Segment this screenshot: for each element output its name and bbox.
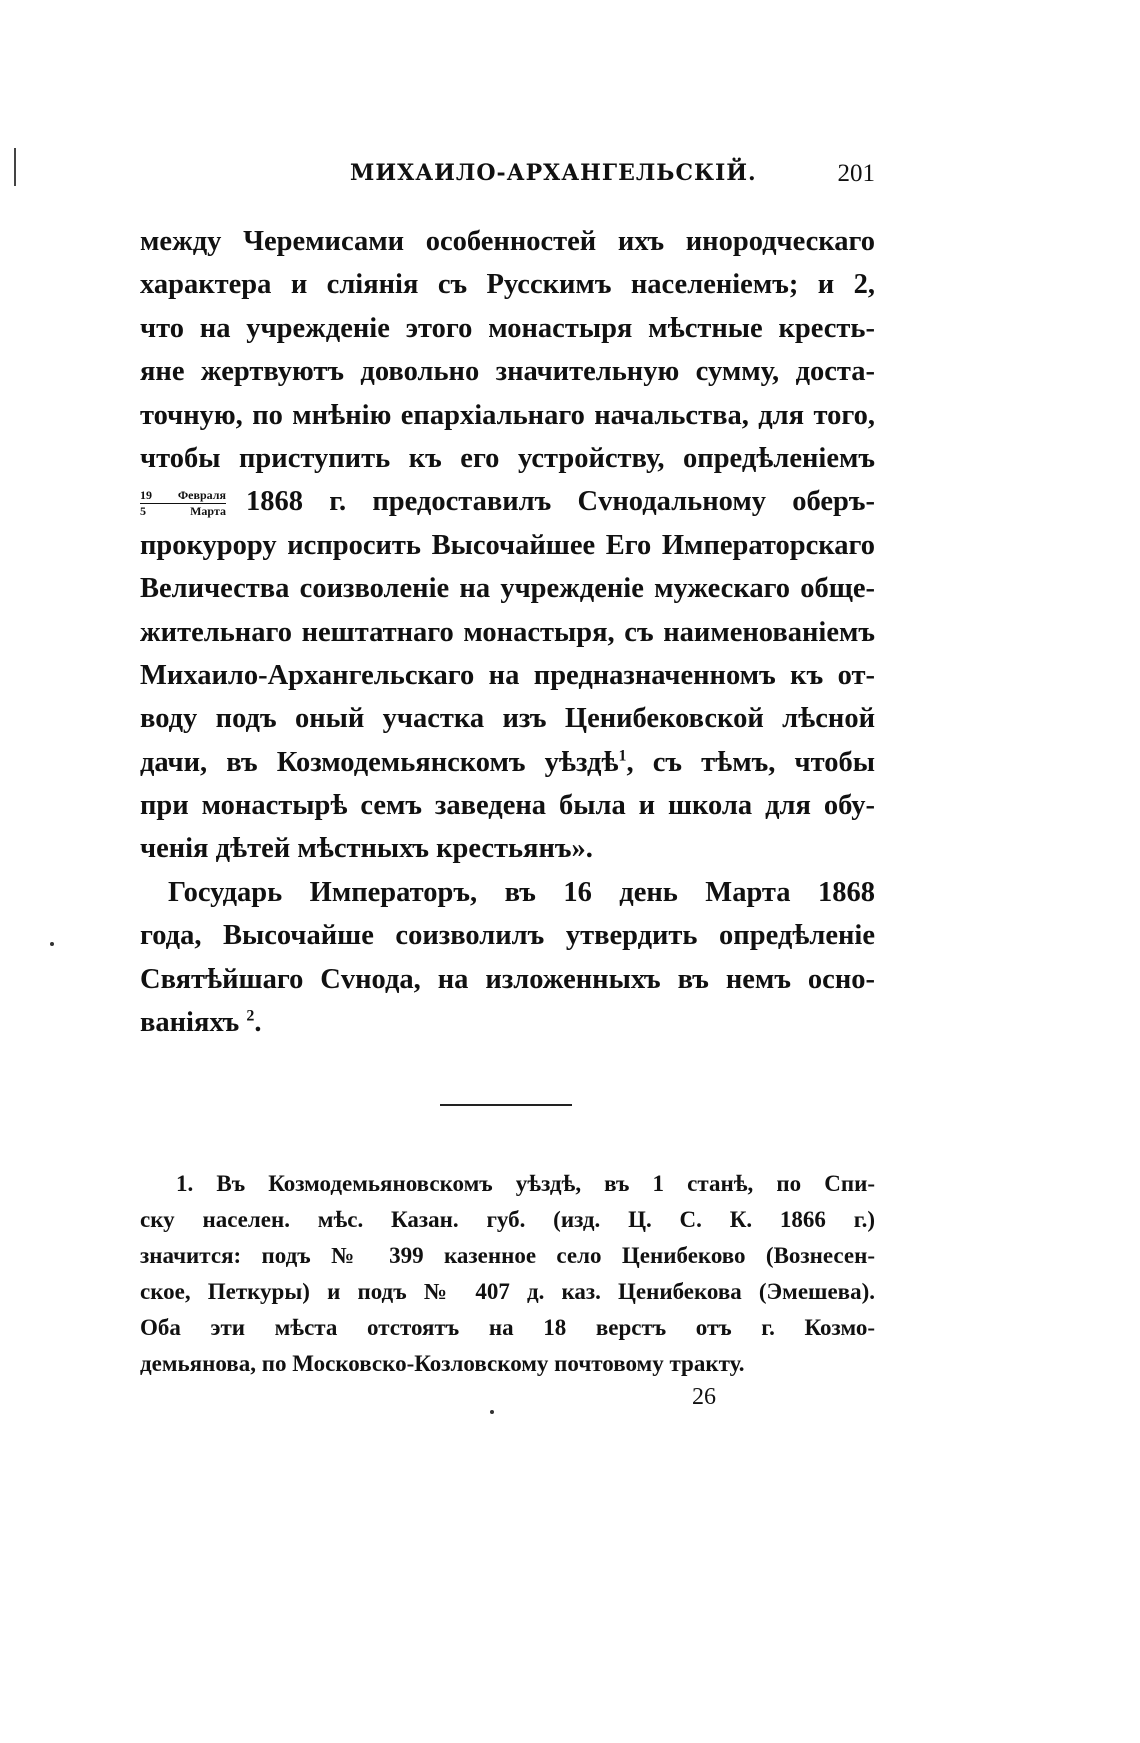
text-line-with-note (140, 1001, 875, 1044)
text-line: при монастырѣ семъ заведена была и школа для обу- (140, 790, 875, 822)
text-line-with-date (140, 480, 875, 523)
running-head (140, 160, 875, 194)
margin-date-bottom: 5 Марта (140, 504, 226, 519)
margin-scan-mark (14, 148, 16, 186)
footnote (140, 1166, 875, 1382)
text-line: что на учрежденіе этого монастыря мѣстные кресть- (140, 312, 875, 344)
print-speck (50, 942, 54, 946)
text-fragment: . (254, 1007, 262, 1039)
text-line: Святѣйшаго Сvнода, на изложенныхъ въ немъ осно- (140, 963, 875, 995)
text-line: яне жертвуютъ довольно значительную сумму, доста- (140, 356, 875, 388)
running-title: МИХАИЛО-АРХАНГЕЛЬСКІЙ. (350, 160, 757, 186)
footnote-line: демьянова, по Московско-Козловскому почтовому тракту. (140, 1351, 745, 1376)
text-line: Михаило-Архангельскаго на предназначенномъ къ от- (140, 659, 875, 691)
text-line: характера и сліянія съ Русскимъ населеніемъ; и 2, (140, 269, 875, 301)
footnote-line: 1. Въ Козмодемьяновскомъ уѣздѣ, въ 1 станѣ, по Спи- (176, 1171, 875, 1196)
footnote-line: Оба эти мѣста отстоятъ на 18 верстъ отъ г. Козмо- (140, 1315, 875, 1340)
text-line: жительнаго нештатнаго монастыря, съ наименованіемъ (140, 616, 875, 648)
footnote-line: ску населен. мѣс. Казан. губ. (изд. Ц. С. К. 1866 г.) (140, 1207, 875, 1232)
footnote-line: ское, Петкуры) и подъ № 407 д. каз. Ценибекова (Эмешева). (140, 1279, 875, 1304)
footnote-separator (440, 1104, 572, 1106)
margin-date (140, 489, 226, 518)
text-fragment: ваніяхъ (140, 1007, 240, 1039)
footnote-reference-1: 1 (618, 747, 627, 765)
text-fragment: , съ тѣмъ, чтобы (626, 746, 875, 778)
printer-signature-mark: 26 (692, 1384, 716, 1410)
margin-date-top: 19 Февраля (140, 488, 226, 503)
text-line-with-note (140, 741, 875, 784)
date-line-text: 1868 г. предоставилъ Сvнодальному оберъ- (246, 486, 875, 518)
text-line: между Черемисами особенностей ихъ инородческаго (140, 226, 875, 257)
text-line: ченія дѣтей мѣстныхъ крестьянъ». (140, 833, 593, 865)
text-line: воду подъ оный участка изъ Ценибековской лѣсной (140, 703, 875, 735)
text-line: Государь Императоръ, въ 16 день Марта 1868 (168, 876, 875, 908)
text-line: чтобы приступить къ его устройству, опредѣленіемъ (140, 442, 875, 474)
text-line: точную, по мнѣнію епархіальнаго начальства, для того, (140, 399, 875, 431)
print-speck (490, 1410, 494, 1414)
footnote-reference-2: 2 (246, 1007, 255, 1025)
text-line: года, Высочайше соизволилъ утвердить опредѣленіе (140, 920, 875, 952)
page-number: 201 (837, 160, 875, 187)
text-line: Величества соизволеніе на учрежденіе мужескаго обще- (140, 573, 875, 605)
text-line: прокурору испросить Высочайшее Его Императорскаго (140, 529, 875, 561)
main-text (140, 220, 875, 1044)
footnote-line: значится: подъ № 399 казенное село Ценибеково (Вознесен- (140, 1243, 875, 1268)
text-fragment: дачи, въ Козмодемьянскомъ уѣздѣ (140, 746, 619, 778)
